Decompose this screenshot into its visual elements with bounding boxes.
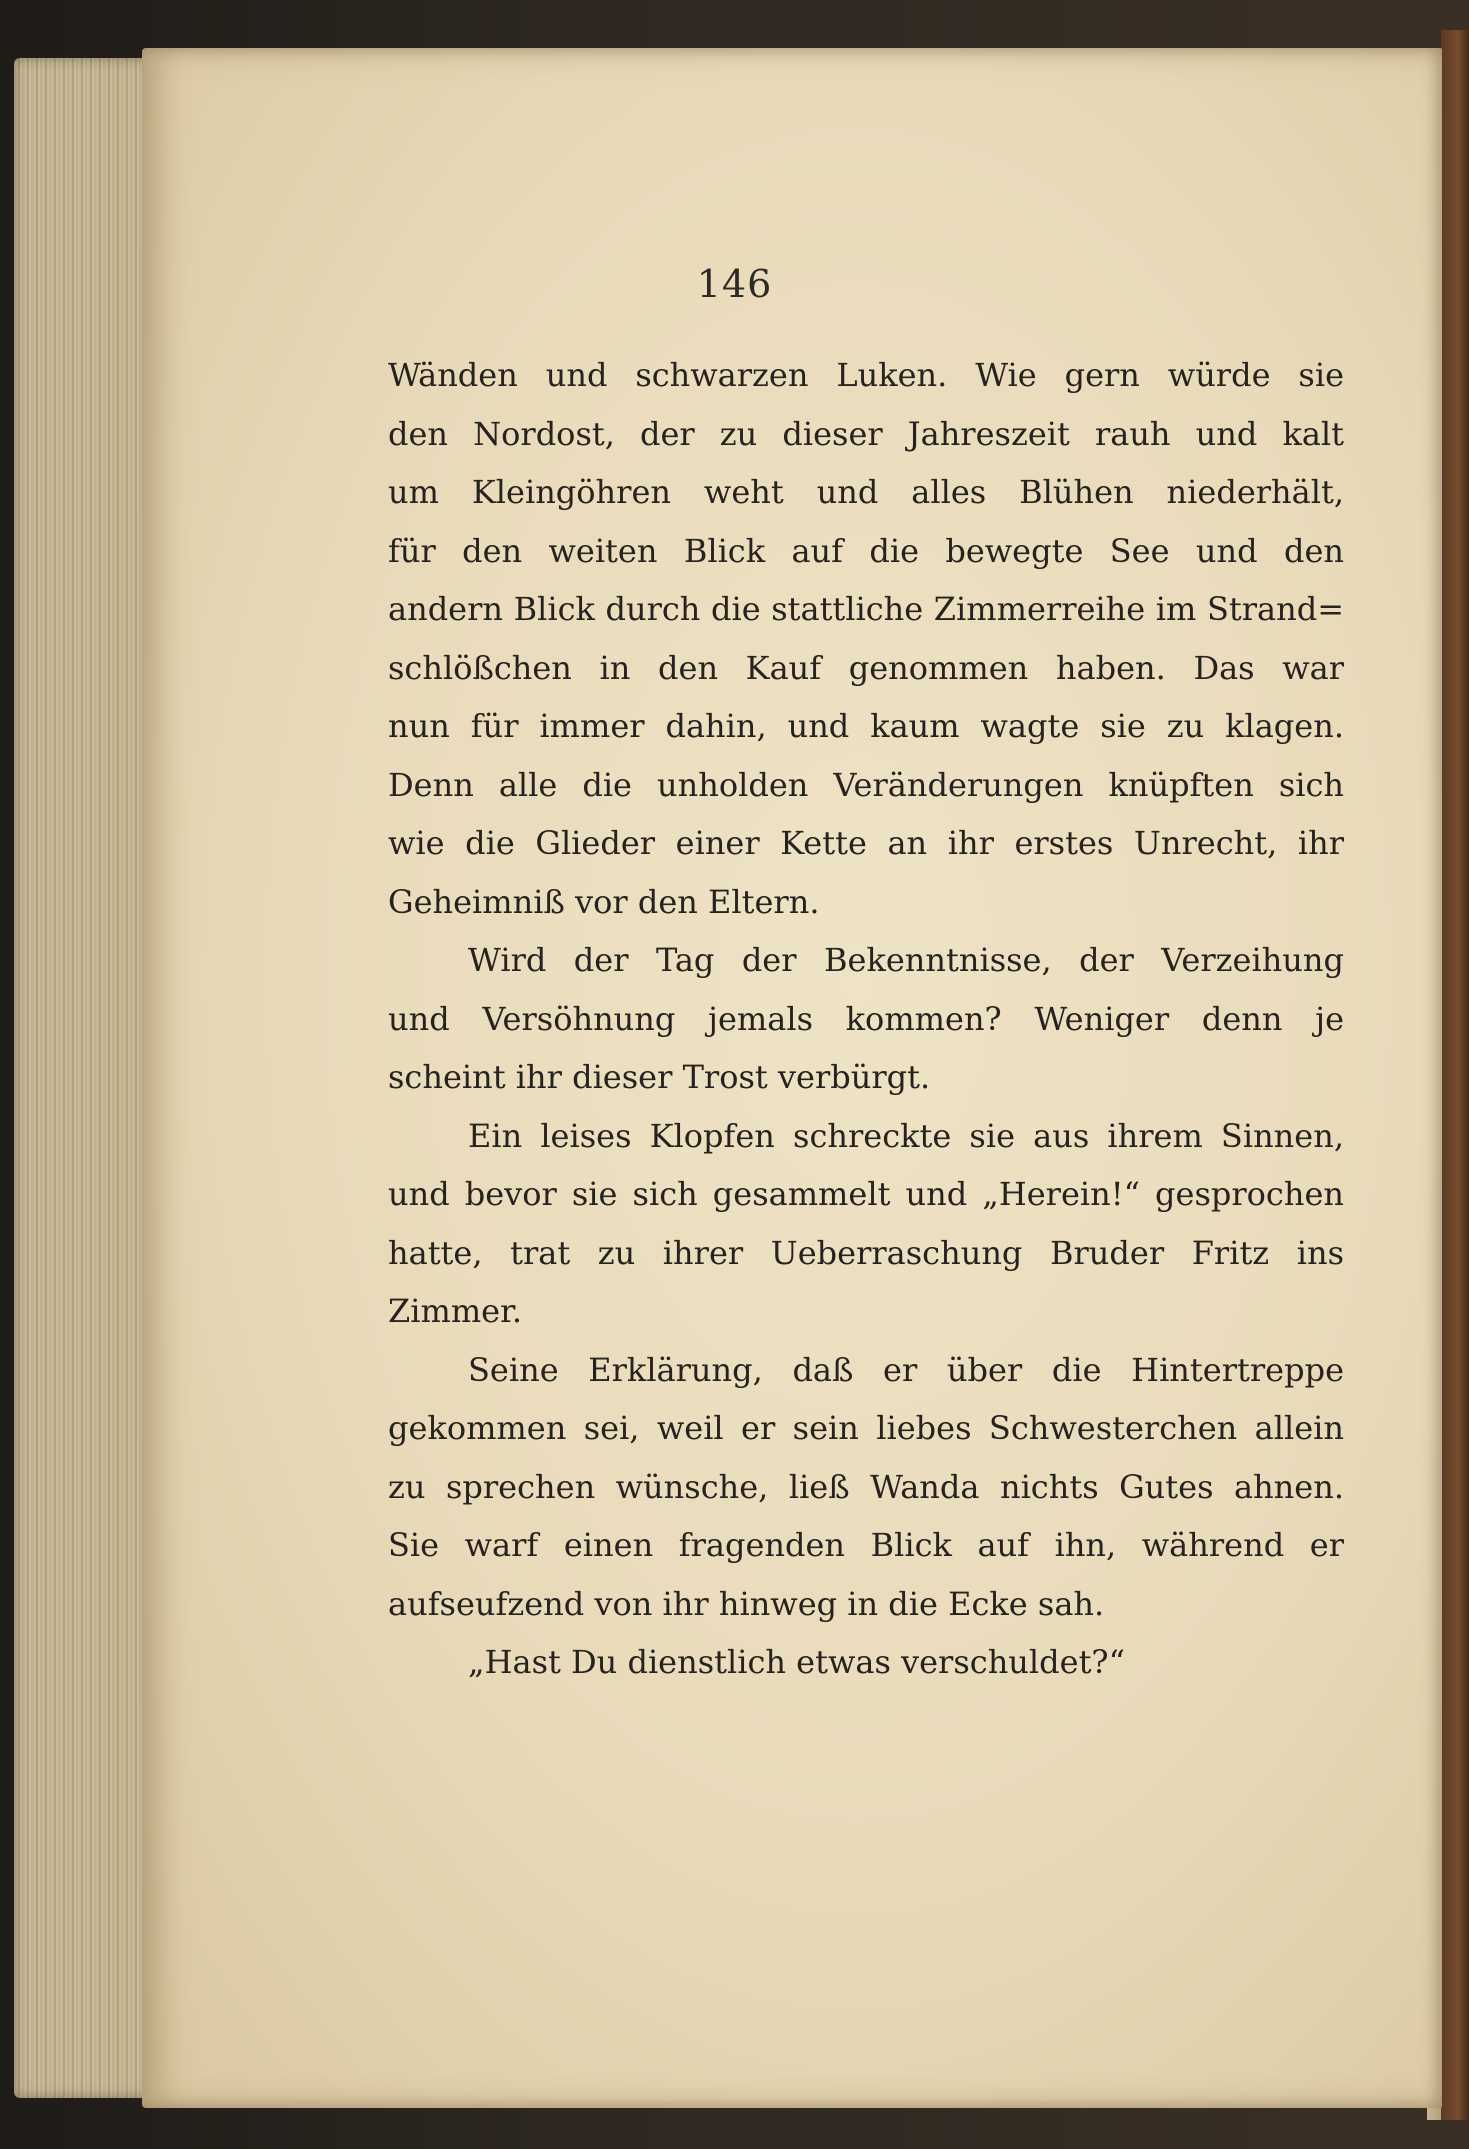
text-line: Seine Erklärung, daß er über die Hintertreppe bbox=[468, 1350, 1344, 1389]
text-line: scheint ihr dieser Trost verbürgt. bbox=[388, 1058, 931, 1096]
book-spine-edge bbox=[1441, 30, 1469, 2120]
text-line: aufseufzend von ihr hinweg in die Ecke sah. bbox=[388, 1584, 1105, 1623]
text-line: Ein leises Klopfen schreckte sie aus ihrem Sinnen, bbox=[468, 1116, 1344, 1155]
page-number: 146 bbox=[696, 262, 773, 306]
text-line: um Kleingöhren weht und alles Blühen niederhält, bbox=[388, 473, 1344, 511]
text-line: andern Blick durch die stattliche Zimmerreihe im Strand= bbox=[388, 590, 1344, 628]
text-line: zu sprechen wünsche, ließ Wanda nichts Gutes ahnen. bbox=[388, 1467, 1344, 1506]
text-line: und Versöhnung jemals kommen? Weniger denn je bbox=[388, 999, 1344, 1038]
text-line: Wänden und schwarzen Luken. Wie gern würde sie bbox=[388, 356, 1344, 394]
page-edges bbox=[14, 58, 154, 2098]
text-line: Wird der Tag der Bekenntnisse, der Verzeihung bbox=[468, 941, 1344, 979]
text-line: nun für immer dahin, und kaum wagte sie zu klagen. bbox=[388, 707, 1344, 745]
text-line: gekommen sei, weil er sein liebes Schwesterchen allein bbox=[388, 1409, 1344, 1447]
text-line: und bevor sie sich gesammelt und „Herein!“ gesprochen bbox=[388, 1175, 1344, 1213]
text-line: schlößchen in den Kauf genommen haben. Das war bbox=[388, 648, 1344, 687]
text-line: Denn alle die unholden Veränderungen knüpften sich bbox=[388, 765, 1344, 804]
text-line: „Hast Du dienstlich etwas verschuldet?“ bbox=[468, 1643, 1125, 1681]
text-line: Zimmer. bbox=[388, 1292, 523, 1330]
text-line: wie die Glieder einer Kette an ihr erstes Unrecht, ihr bbox=[388, 824, 1344, 862]
text-line: für den weiten Blick auf die bewegte See und den bbox=[388, 531, 1344, 570]
text-line: hatte, trat zu ihrer Ueberraschung Bruder Fritz ins bbox=[388, 1233, 1344, 1272]
text-line: Geheimniß vor den Eltern. bbox=[388, 882, 820, 921]
text-line: den Nordost, der zu dieser Jahreszeit rauh und kalt bbox=[388, 414, 1344, 453]
page-text bbox=[388, 346, 1344, 1692]
text-line: Sie warf einen fragenden Blick auf ihn, während er bbox=[388, 1526, 1344, 1564]
